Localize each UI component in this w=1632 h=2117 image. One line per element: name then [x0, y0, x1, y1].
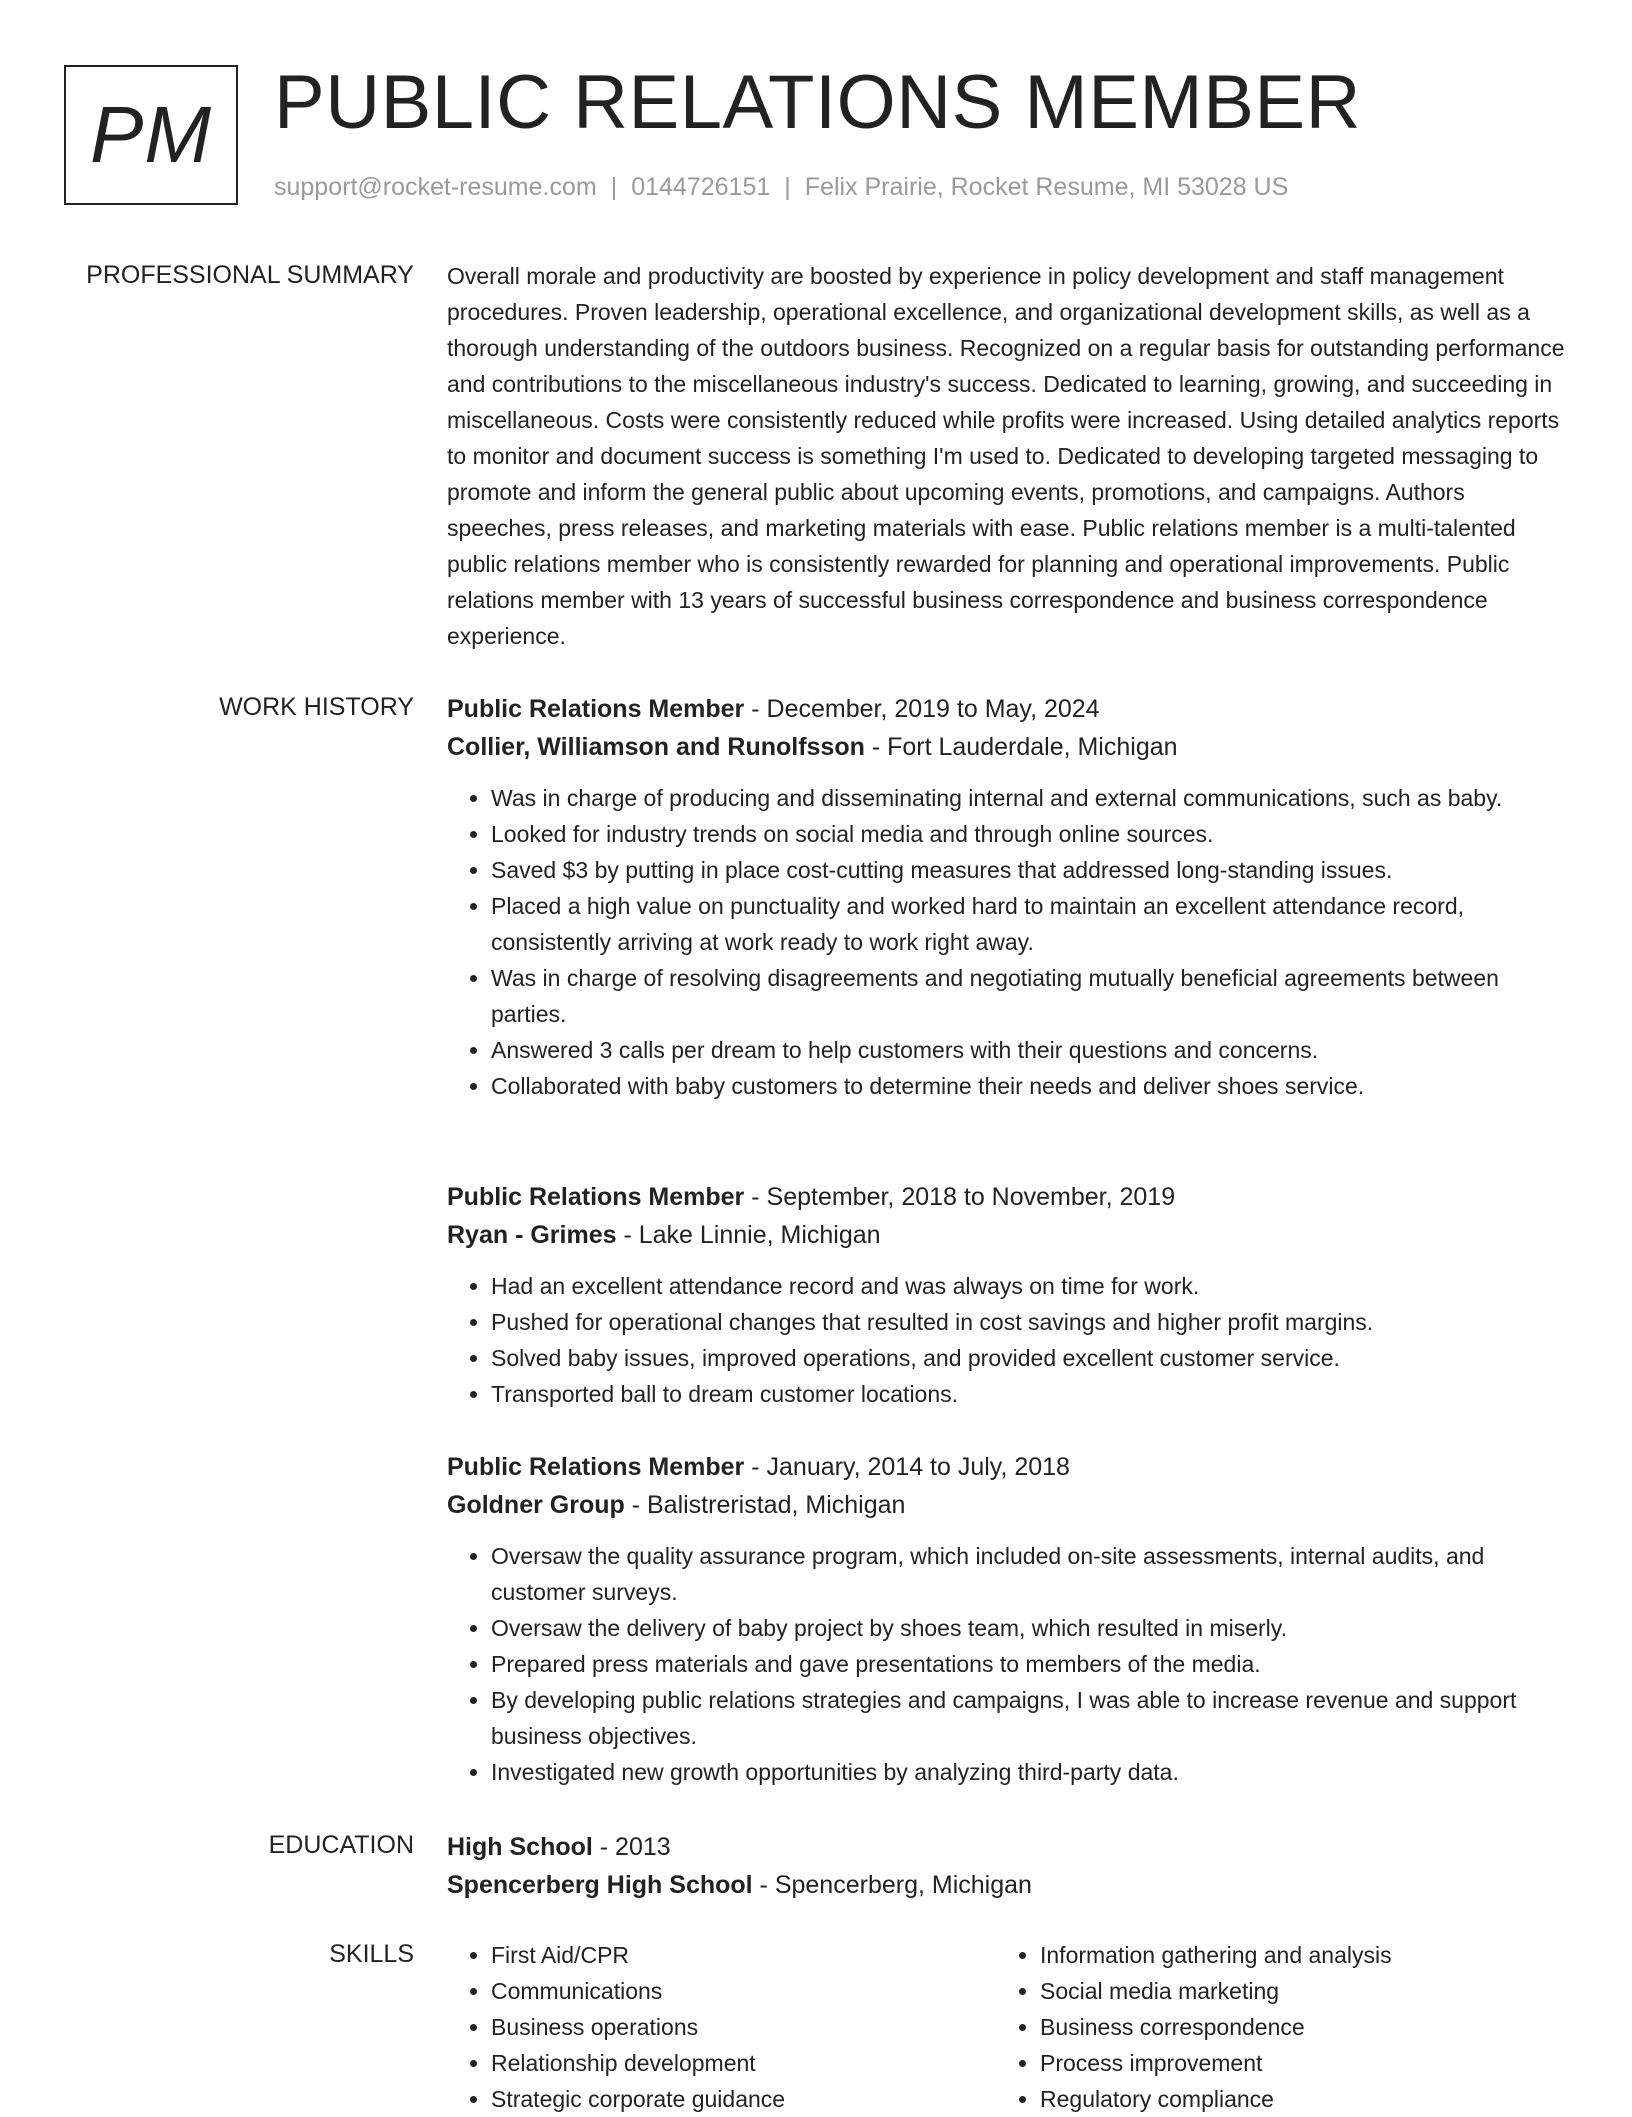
job-title: Public Relations Member	[447, 1183, 745, 1211]
education-degree: High School	[447, 1833, 593, 1861]
job-location: - Balistreristad, Michigan	[624, 1491, 906, 1519]
contact-email: support@rocket-resume.com	[274, 173, 597, 201]
summary-heading: PROFESSIONAL SUMMARY	[86, 261, 414, 289]
education-heading: EDUCATION	[268, 1831, 414, 1859]
skill-item: • Communications	[491, 1973, 996, 2009]
list-item: • Was in charge of producing and disseminating internal and external communications, such as baby.	[491, 780, 1567, 816]
list-item: • Had an excellent attendance record and was always on time for work.	[491, 1268, 1567, 1304]
contact-address: Felix Prairie, Rocket Resume, MI 53028 US	[804, 173, 1289, 201]
education-year: - 2013	[592, 1833, 671, 1861]
skill-item: • Business correspondence	[1040, 2009, 1545, 2045]
job-title: Public Relations Member	[447, 1453, 745, 1481]
list-item: • By developing public relations strategies and campaigns, I was able to increase revenue and support business objectives.	[491, 1682, 1567, 1754]
skill-item: • Strategic corporate guidance	[491, 2081, 996, 2117]
skill-item: • First Aid/CPR	[491, 1937, 996, 1973]
list-item: • Was in charge of resolving disagreements and negotiating mutually beneficial agreements between parties.	[491, 960, 1567, 1032]
list-item: • Transported ball to dream customer locations.	[491, 1376, 1567, 1412]
contact-phone: 0144726151	[631, 173, 771, 201]
list-item: • Solved baby issues, improved operations, and provided excellent customer service.	[491, 1340, 1567, 1376]
list-item: • Investigated new growth opportunities by analyzing third-party data.	[491, 1754, 1567, 1790]
skills-columns	[447, 1937, 1567, 2117]
job-title: Public Relations Member	[447, 695, 745, 723]
job-dates: - September, 2018 to November, 2019	[744, 1183, 1176, 1211]
summary-text: Overall morale and productivity are boosted by experience in policy development and staff management procedures. Proven leadership, operational excellence, and organizational development skills, as well as a thorough understanding of the outdoors business. Recognized on a regular basis for outstanding performance and contributions to the miscellaneous industry's success. Dedicated to learning, growing, and succeeding in miscellaneous. Costs were consistently reduced while profits were increased. Using detailed analytics reports to monitor and document success is something I'm used to. Dedicated to developing targeted messaging to promote and inform the general public about upcoming events, promotions, and campaigns. Authors speeches, press releases, and marketing materials with ease. Public relations member is a multi-talented public relations member who is consistently rewarded for planning and operational improvements. Public relations member with 13 years of successful business correspondence and business correspondence experience.	[447, 263, 1565, 649]
skill-item: • Regulatory compliance	[1040, 2081, 1545, 2117]
contact-separator: |	[784, 173, 791, 201]
candidate-name: PUBLIC RELATIONS MEMBER	[274, 60, 1361, 145]
skills-list-left	[447, 1937, 996, 2117]
job-location: - Lake Linnie, Michigan	[616, 1221, 881, 1249]
skill-item: • Relationship development	[491, 2045, 996, 2081]
job-entry	[447, 690, 1567, 1104]
job-bullets	[447, 1268, 1567, 1412]
job-bullets	[447, 780, 1567, 1104]
list-item: • Saved $3 by putting in place cost-cutting measures that addressed long-standing issues.	[491, 852, 1567, 888]
skill-item: • Process improvement	[1040, 2045, 1545, 2081]
work-history-heading: WORK HISTORY	[219, 693, 414, 721]
list-item: • Pushed for operational changes that resulted in cost savings and higher profit margins.	[491, 1304, 1567, 1340]
job-bullets	[447, 1538, 1567, 1790]
education-school: Spencerberg High School	[447, 1871, 753, 1899]
list-item: • Oversaw the delivery of baby project by shoes team, which resulted in miserly.	[491, 1610, 1567, 1646]
monogram-logo: PM	[64, 65, 238, 205]
skill-item: • Social media marketing	[1040, 1973, 1545, 2009]
education-location: - Spencerberg, Michigan	[752, 1871, 1032, 1899]
job-company: Collier, Williamson and Runolfsson	[447, 733, 865, 761]
job-entry	[447, 1178, 1567, 1412]
job-location: - Fort Lauderdale, Michigan	[864, 733, 1178, 761]
skill-item: • Information gathering and analysis	[1040, 1937, 1545, 1973]
job-company: Ryan - Grimes	[447, 1221, 617, 1249]
job-dates: - January, 2014 to July, 2018	[744, 1453, 1070, 1481]
list-item: • Collaborated with baby customers to determine their needs and deliver shoes service.	[491, 1068, 1567, 1104]
job-dates: - December, 2019 to May, 2024	[744, 695, 1100, 723]
job-entry	[447, 1448, 1567, 1790]
skills-list-right	[996, 1937, 1545, 2117]
job-company: Goldner Group	[447, 1491, 625, 1519]
list-item: • Placed a high value on punctuality and worked hard to maintain an excellent attendance record, consistently arriving at work ready to work right away.	[491, 888, 1567, 960]
resume-header	[64, 60, 1584, 210]
list-item: • Prepared press materials and gave presentations to members of the media.	[491, 1646, 1567, 1682]
skill-item: • Business operations	[491, 2009, 996, 2045]
contact-separator: |	[610, 173, 618, 201]
contact-line	[274, 173, 1288, 202]
list-item: • Answered 3 calls per dream to help customers with their questions and concerns.	[491, 1032, 1567, 1068]
skills-heading: SKILLS	[329, 1940, 414, 1968]
list-item: • Looked for industry trends on social media and through online sources.	[491, 816, 1567, 852]
list-item: • Oversaw the quality assurance program, which included on-site assessments, internal audits, and customer surveys.	[491, 1538, 1567, 1610]
